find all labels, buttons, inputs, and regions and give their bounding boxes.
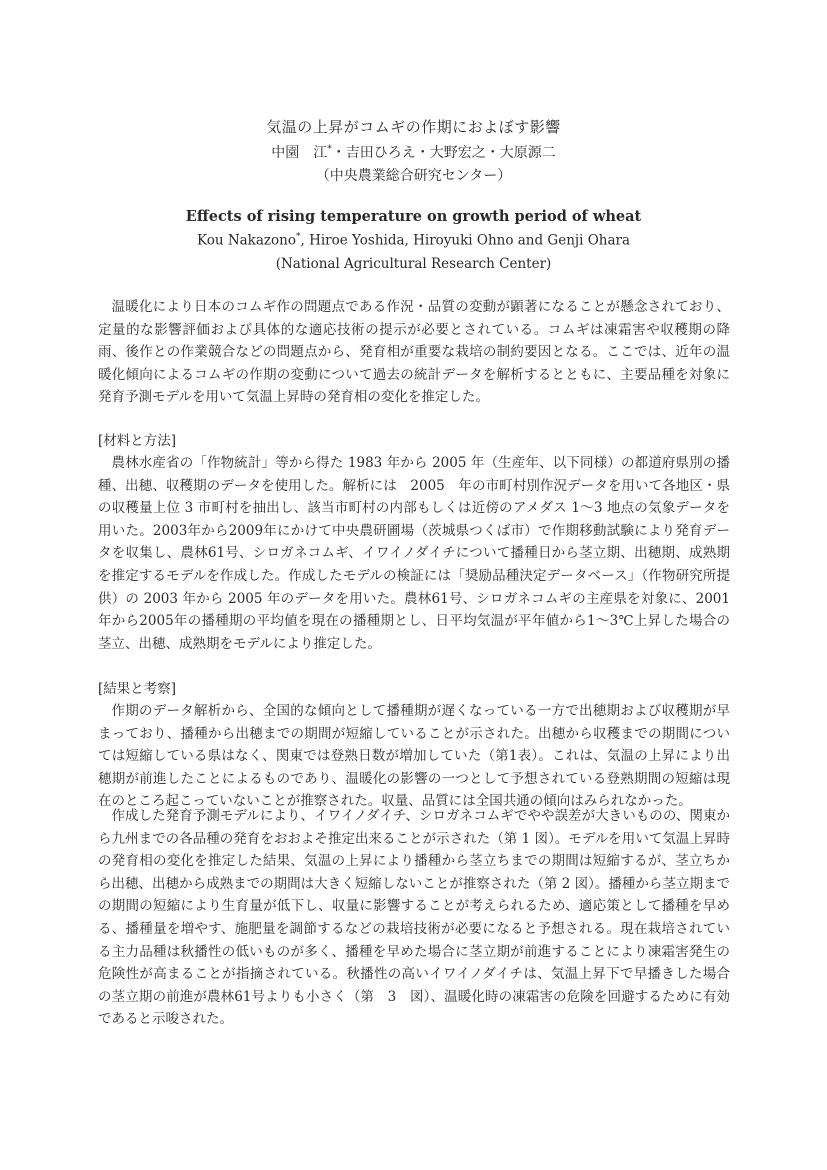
results-section-2 — [98, 805, 730, 1031]
results-section-1 — [98, 700, 730, 813]
english-title: Effects of rising temperature on growth period of wheat — [185, 208, 642, 225]
japanese-authors — [0, 142, 827, 162]
corresponding-author-mark: * — [327, 144, 332, 155]
japanese-affiliation: （中央農業総合研究センター） — [315, 168, 512, 184]
english-corresponding-mark: * — [295, 232, 301, 242]
results-paragraph-1: 作期のデータ解析から、全国的な傾向として播種期が遅くなっている一方で出穂期および収穫期が早まっており、播種から出穂までの期間が短縮していることが示された。出穂から収穫までの期間については短縮している県はなく、関東では登熟日数が増加していた（第1表）。これは、気温の上昇により出穂期が前進したことによるものであり、温暖化の影響の一つとして予想されている登熟期間の短縮は現在のところ起こっていないことが推察された。収量、品質には全国共通の傾向はみられなかった。 — [98, 703, 730, 810]
results-heading: [結果と考察] — [98, 681, 177, 697]
methods-section — [98, 452, 730, 655]
english-authors — [0, 232, 827, 249]
intro-paragraph: 温暖化により日本のコムギ作の問題点である作況・品質の変動が顕著になることが懸念されており、定量的な影響評価および具体的な適応技術の提示が必要とされている。コムギは凍霜害や収穫期の降雨、後作との作業競合などの問題点から、発育相が重要な栽培の制約要因となる。ここでは、近年の温暖化傾向によるコムギの作期の変動について過去の統計データを解析するとともに、主要品種を対象に発育予測モデルを用いて気温上昇時の発育相の変化を推定した。 — [98, 299, 730, 406]
methods-heading: [材料と方法] — [98, 433, 177, 449]
japanese-author-first: 中園 江 — [271, 145, 328, 161]
results-paragraph-2: 作成した発育予測モデルにより、イワイノダイチ、シロガネコムギでやや誤差が大きいものの、関東から九州までの各品種の発育をおおよそ推定出来ることが示された（第 1 図）。モデルを用いて気温上昇時の発育相の変化を推定した結果、気温の上昇により播種から茎立ちまでの期間は短縮するが、茎立ちから出穂、出穂から成熟までの期間は大きく短縮しないことが推察された（第 2 図）。播種から茎立期までの期間の短縮により生育量が低下し、収量に影響することが考えられるため、適応策として播種を早める、播種量を増やす、施肥量を調節するなどの栽培技術が必要になると予想される。現在栽培されている主力品種は秋播性の低いものが多く、播種を早めた場合に茎立期が前進することにより凍霜害発生の危険性が高まることが指摘されている。秋播性の高いイワイノダイチは、気温上昇下で早播きした場合の茎立期の前進が農林61号よりも小さく（第 3 図）、温暖化時の凍霜害の危険を回避するために有効であると示唆された。 — [98, 808, 730, 1028]
japanese-author-rest: ・吉田ひろえ・大野宏之・大原源二 — [331, 145, 556, 161]
english-affiliation: (National Agricultural Research Center) — [275, 256, 552, 272]
english-author-first: Kou Nakazono — [196, 232, 296, 249]
intro-section — [98, 296, 730, 409]
english-author-rest: , Hiroe Yoshida, Hiroyuki Ohno and Genji Ohara — [300, 232, 631, 249]
methods-paragraph: 農林水産省の「作物統計」等から得た 1983 年から 2005 年（生産年、以下同様）の都道府県別の播種、出穂、収穫期のデータを使用した。解析には 2005 年の市町村別作況データを用いて各地区・県の収穫量上位 3 市町村を抽出し、該当市町村の内部もしくは近傍のアメダス 1～3 地点の気象データを用いた。2003年から2009年にかけて中央農研圃場（茨城県つくば市）で作期移動試験により発育データを収集し、農林61号、シロガネコムギ、イワイノダイチについて播種日から茎立期、出穂期、成熟期を推定するモデルを作成した。作成したモデルの検証には「奨励品種決定データベース」（作物研究所提供）の 2003 年から 2005 年のデータを用いた。農林61号、シロガネコムギの主産県を対象に、2001年から2005年の播種期の平均値を現在の播種期とし、日平均気温が平年値から1～3℃上昇した場合の茎立、出穂、成熟期をモデルにより推定した。 — [98, 455, 730, 652]
japanese-title: 気温の上昇がコムギの作期におよぼす影響 — [266, 118, 561, 136]
